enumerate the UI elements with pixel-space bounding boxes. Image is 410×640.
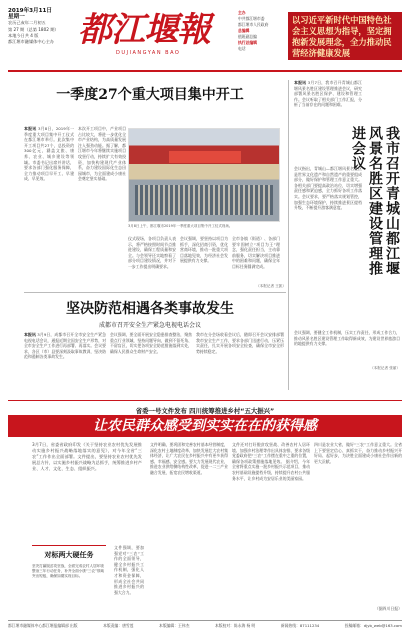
feature-text: 据介绍，今年全省将重点实施一批乡村振兴示范项目，推动农村基础设施提档升级，持续提升农村公共服务水平，让乡村成为安居乐业的美丽家园。 <box>232 458 310 481</box>
feature-text: 文件强调，要加强党对“三农”工作的全面领导，健全乡村振兴工作机制，强化人才和资金保障，形成全社会共同推进乡村振兴的强大合力。 <box>114 545 144 595</box>
feature-byline: （据四川日报） <box>374 606 402 611</box>
logo-pinyin: DUJIANGYAN BAO <box>116 50 181 56</box>
story3-text: 3月9日，成都市召开全市安全生产紧急电视电话会议，通报近期全国安全生产形势，对全市安全生产工作进行再部署、再落实。会议要求，各区（市）县要深刻汲取事故教训，坚决防范和遏制各类事故发生。 <box>24 332 106 360</box>
feature-text: 文件明确，要巩固和完善农村基本经营制度，深化农村土地制度改革，加快发展壮大农村集体经济，让广大农民在乡村振兴中有更多获得感、幸福感、安全感。要大力发展现代农业，推进农业供给侧结构性改革，促进一二三产业融合发展，拓宽农民增收渠道。 <box>150 442 228 475</box>
story1-column <box>128 236 176 284</box>
story2-headline: 我市召开青城山都江堰风景名胜区建设管理推进会议 <box>350 126 400 276</box>
story3-column <box>196 332 284 394</box>
feature-text: 3月7日，省委省政府印发《关于坚持农业农村优先发展推动实施乡村振兴战略落地落实的意见》，对今年全省“三农”工作作出全面部署。文件提出，要坚持农业农村优先发展总方针，以实施乡村振兴战略为总抓手，统筹推进乡村产业、人才、文化、生态、组织振兴。 <box>32 442 142 471</box>
feature-column <box>32 442 142 542</box>
slogan-banner: 以习近平新时代中国特色社会主义思想为指导，坚定拥抱新发展理念，全力推动民营经济健康发展 <box>288 12 402 60</box>
feature-column <box>232 442 310 614</box>
issue-line: 第 27 期（总第 1802 期） <box>8 26 59 32</box>
feature-text: 四川是农业大省，做好“三农”工作意义重大。全省上下要坚定信心、真抓实干，奋力推动乡村振兴开好局、起好步，为决胜全面建成小康社会作出新的更大贡献。 <box>314 442 402 464</box>
story1-photo <box>128 128 280 222</box>
editor-line: 都江堰市人民政府 <box>238 22 269 27</box>
footer <box>8 623 402 633</box>
story-divider <box>24 292 286 293</box>
story1-text: 3月8日，2019年一季度重大项目集中开工仪式在都江堰市举行。此次集中开工项目共27个，总投资约300亿元，涵盖文旅、康养、农业、城乡建设等领域。市委书记出席并讲话，要求各部门强化服务保障，全力推动项目早开工、早建成、早见效。 <box>24 126 74 182</box>
story3-text: 会议强调，要全面开展安全隐患排查整治，聚焦重点行业领域，坚持问题导向，做到不留死角、不留盲区，切实把各项安全防范措施落到实处，确保人民群众生命财产安全。 <box>110 332 192 354</box>
footer-item: 本版编辑：王伟杰 <box>159 623 190 628</box>
story2-text: 会议强调，要健全工作机制，压实工作责任，形成工作合力，推动风景名胜区建设管理工作取得新成效，为建设世界旅游目的地提供有力支撑。 <box>294 330 400 347</box>
story2-text: 3月7日，我市召开青城山都江堰风景名胜区建设管理推进会议，研究部署风景名胜区保护、建设和管理工作。会议听取了相关部门工作汇报，分析了当前存在的问题和困难。 <box>294 80 362 108</box>
footer-item: 都江堰市融媒体中心都江堰报编辑部 出版 <box>8 623 78 628</box>
story2-byline: （本报记者 张丽） <box>370 366 400 370</box>
footer-divider <box>8 620 402 621</box>
story3-subheadline: 成都市召开安全生产紧急电视电话会议 <box>98 322 201 329</box>
story1-text: 全市各镇（街道）、各部门要牢固树立“项目为王”理念，强化责任担当，主动靠前服务，切实解决项目推进中的困难和问题，确保全年目标任务圆满完成。 <box>232 236 280 269</box>
story2-column <box>294 330 400 362</box>
story3-headline: 坚决防范相遇各类事故发生 <box>66 301 234 317</box>
feature-column <box>114 545 144 613</box>
feature-column <box>314 442 402 604</box>
masthead <box>8 6 402 70</box>
story1-column <box>24 126 74 294</box>
story1-text: 本次开工项目中，产业项目占比较大，将进一步优化全市产业结构，为高质量发展注入强劲动能。据了解，都江堰市今年将继续实施项目攻坚行动，持续扩大有效投资，加快构建现代产业体系，奋力建设国际化生态田园城市，为全面建成小康社会奠定坚实基础。 <box>78 126 126 182</box>
story1-lead-label: 本报讯 <box>24 126 37 131</box>
footer-item: 新闻热线：87111234 <box>280 623 320 628</box>
editor-line: 执行总编辑 <box>238 40 257 45</box>
feature-sidebox <box>32 545 106 613</box>
footer-item: 本版校对：陈永海 杨 明 <box>214 623 256 628</box>
editor-line: 主办 <box>238 10 246 15</box>
footer-item: 投稿邮箱：djyb_web@163.com <box>344 623 402 628</box>
story1-text: 会议强调，要坚持以项目为抓手，深化招商引资，优化营商环境，推动一批重大项目落地见效，为经济社会发展提供有力支撑。 <box>180 236 228 264</box>
section-divider <box>8 400 402 401</box>
issue-weekday: 星期一 <box>8 14 25 21</box>
editor-line: 总编辑 <box>238 28 250 33</box>
story1-byline: （本报记者 王凯） <box>256 284 286 288</box>
story1-text: 仪式现场，各项目负责人表示，将严格按照时间节点推进建设，确保工程质量和安全。与会领导还实地察看了部分项目建设情况，并对下一步工作提出明确要求。 <box>128 236 176 269</box>
story3-text: 我市在分会场收看会议后，随即召开会议安排部署我市安全生产工作，要求各部门迅速行动，压紧压实责任，扎实开展各项安全检查，确保全市安全形势持续稳定。 <box>196 332 284 354</box>
editor-line: 中共都江堰市委 <box>238 16 265 21</box>
feature-text: 文件还对打好脱贫攻坚战、改善农村人居环境、加强乡村治理等作出具体安排，要求各级党委政府把“三农”工作摆在重中之重的位置，确保各项政策措施落地见效。 <box>232 442 310 464</box>
story2-text: 会议指出，青城山—都江堰风景名胜区是世界文化遗产和自然遗产的重要组成部分，做好保护和管理工作意义重大。各相关部门要提高政治站位，切实增强责任感和紧迫感，全力抓好各项工作落实。会议要求，要严格落实规划管控，加强生态环境保护，持续推进景区提档升级，不断提升游客满意度。 <box>294 166 362 211</box>
logo-text: 都江堰報 <box>78 10 210 50</box>
story1-column <box>232 236 280 284</box>
feature-kicker: 省委一号文件发布 四川统筹推进乡村“五大振兴” <box>135 407 275 415</box>
story3-column <box>110 332 192 394</box>
editor-line: 值班副总编 <box>238 34 257 39</box>
story1-caption: 3月8日上午，都江堰市2019年一季度重大项目集中开工仪式现场。 <box>128 224 233 228</box>
issue-line: 都江堰市融媒体中心主办 <box>8 39 55 45</box>
sidebox-title: 对标两大硬任务 <box>44 551 94 559</box>
issue-line: 本地今日共 4 版 <box>8 32 39 38</box>
story1-column <box>78 126 126 294</box>
issue-line: 农历己亥年二月初五 <box>8 20 46 26</box>
story1-column <box>180 236 228 284</box>
footer-item: 本版责编：唐雪莲 <box>103 623 134 628</box>
newspaper-logo <box>78 10 234 58</box>
sidebox-text: 坚决打赢脱贫攻坚战，全面完成农村人居环境整治三年行动任务，补齐全面小康“三农”领域突出短板，确保如期实现目标。 <box>32 564 105 579</box>
masthead-divider <box>8 70 402 72</box>
feature-headline: 让农民群众感受到实实在在的获得感 <box>8 415 402 437</box>
story3-lead-label: 本报讯 <box>24 332 36 337</box>
feature-column <box>150 442 228 614</box>
story3-column <box>24 332 106 394</box>
editor-box <box>238 10 284 52</box>
issue-info <box>8 8 74 45</box>
photo-stage-shape <box>169 151 241 163</box>
issue-date: 2019年3月11日 <box>8 8 53 14</box>
editor-line: 电话 <box>238 46 246 51</box>
story2-lead-label: 本报讯 <box>294 80 307 85</box>
photo-crowd-shape <box>135 185 273 215</box>
story1-headline: 一季度27个重大项目集中开工 <box>56 87 244 103</box>
column-divider <box>288 80 289 390</box>
